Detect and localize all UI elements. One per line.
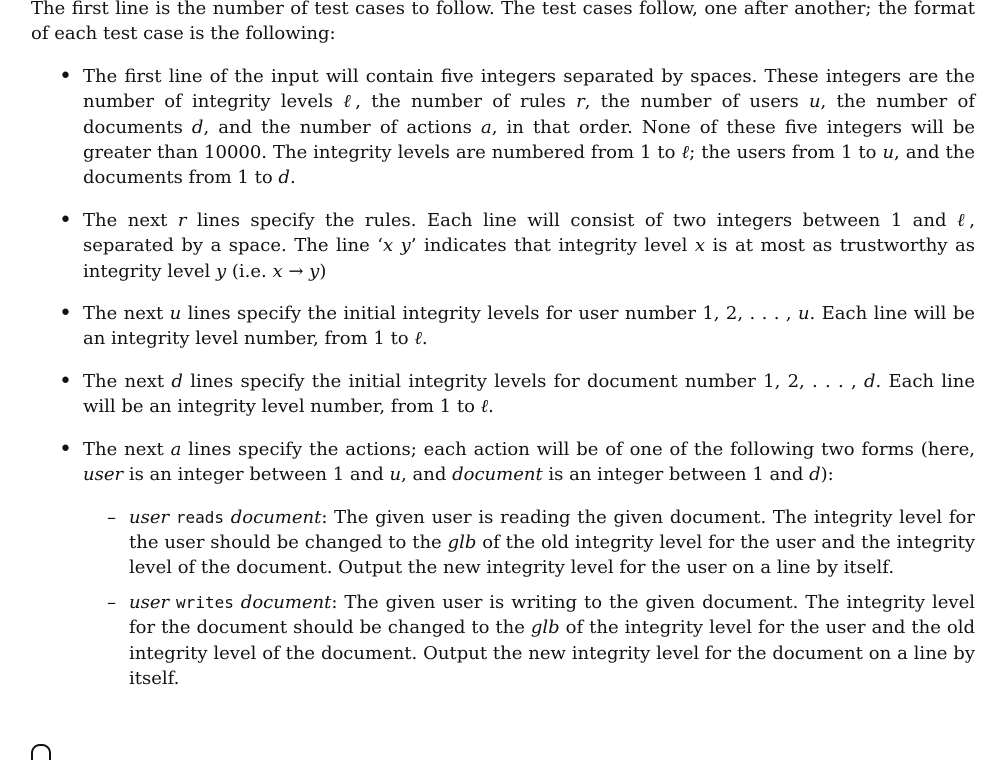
bullet-rules: • The next r lines specify the rules. Each line will consist of two integers between 1 and ℓ, separated by a space. The line ‘x y’ indicates that integrity level x is at most as trustworthy as integrity level y (i.e. x → y) [31, 208, 975, 284]
bullet-user-levels: • The next u lines specify the initial integrity levels for user number 1, 2, . . . , u. Each line will be an integrity level number, from 1 to ℓ. [31, 301, 975, 352]
action-reads: – user reads document: The given user is reading the given document. The integrity level for the user should be changed to the glb of the old integrity level for the user and the integrity level of the document. Output the new integrity level for the user on a line by itself. [83, 505, 975, 581]
bullet-first-line: • The first line of the input will contain five integers separated by spaces. These integers are the number of integrity levels ℓ, the number of rules r, the number of users u, the number of documents d, and the number of actions a, in that order. None of these five integers will be greater than 10000. The integrity levels are numbered from 1 to ℓ; the users from 1 to u, and the documents from 1 to d. [31, 64, 975, 191]
intro-paragraph: The first line is the number of test cases to follow. The test cases follow, one after another; the format of each test case is the following: [31, 0, 975, 45]
input-format-list [31, 64, 975, 692]
problem-statement [31, 0, 975, 708]
cut-off-glyph [31, 744, 51, 760]
action-writes: – user writes document: The given user is writing to the given document. The integrity level for the document should be changed to the glb of the integrity level for the user and the old integrity level of the document. Output the new integrity level for the document on a line by itself. [83, 590, 975, 692]
action-forms-list [83, 505, 975, 692]
bullet-document-levels: • The next d lines specify the initial integrity levels for document number 1, 2, . . . , d. Each line will be an integrity level number, from 1 to ℓ. [31, 369, 975, 420]
bullet-actions: • The next a lines specify the actions; each action will be of one of the following two forms (here, user is an integer between 1 and u, and document is an integer between 1 and d): – user reads document: The given user is reading the given document. The integrity level for the user should be changed to the glb of the old integrity level for the user and the integrity level of the document. Output the new integrity level for the user on a line by itself. – user writes document: The given user is writing to the given document. The integrity level for the document should be changed to the glb of the integrity level for the user and the old integrity level of the document. Output the new integrity level for the document on a line by itself. [31, 437, 975, 692]
